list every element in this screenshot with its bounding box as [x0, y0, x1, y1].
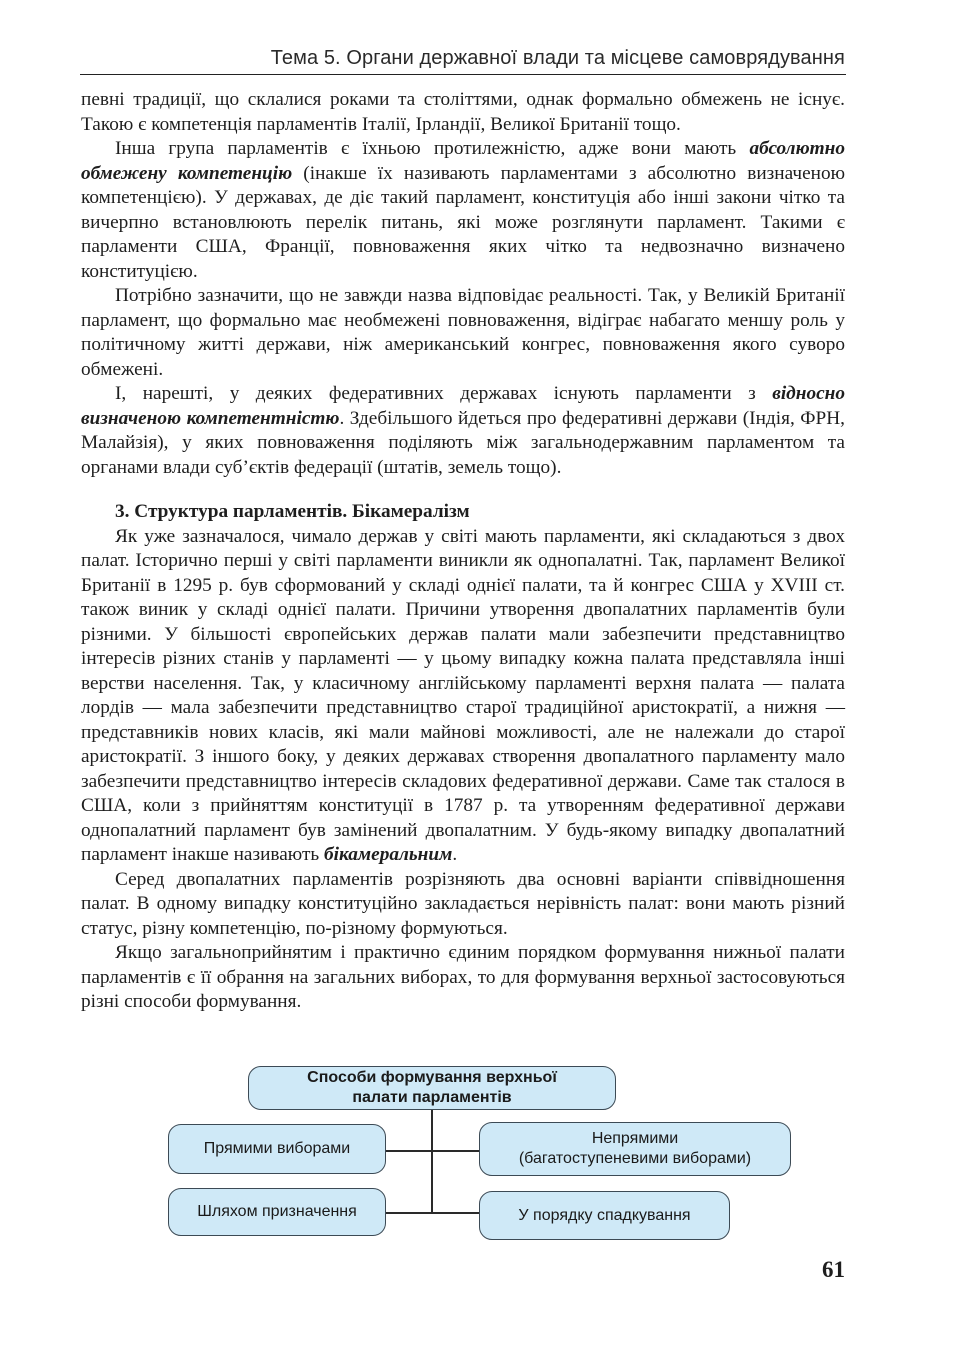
node-direct-elections: Прямими виборами — [168, 1124, 386, 1174]
body-text — [81, 88, 845, 1015]
header-rule — [80, 74, 846, 75]
paragraph-7: Якщо загальноприйнятим і практично єдиним порядком формування нижньої палати парламентів є її обрання на загальних виборах, то для формування верхньої застосовуються різні способи формування. — [81, 942, 845, 1012]
node-inheritance: У порядку спадкування — [479, 1191, 730, 1240]
paragraph-3: Потрібно зазначити, що не завжди назва відповідає реальності. Так, у Великій Британії парламент, що формально має необмежені повноваження, відіграє набагато меншу роль у політичному житті держави, ніж американський конгрес, повноваження якого суворо обмежені. — [81, 285, 845, 380]
term-relative-competence: відносно визначеною компетентністю — [81, 383, 845, 429]
paragraph-6: Серед двопалатних парламентів розрізняють два основні варіанти співвідношення палат. В одному випадку конституційно закладається нерівність палат: вони мають різний статус, різну компетенцію, по-різному формуються. — [81, 868, 845, 939]
paragraph-5: Як уже зазначалося, чимало держав у світі мають парламенти, які складаються з двох палат. Історично перші у світі парламенти виникли як однопалатні. Так, парламент Великої Британії в 1295 р. був сформований у складі однієї палати, та й конгрес США у XVIII ст. також виник у складі однієї палати. Причини утворення двопалатних парламентів були різними. У більшості європейських держав палати мали забезпечити представництво інтересів різних станів у парламенті — у цьому випадку кожна палата представляла інші верстви населення. Так, у класичному англійському парламенті верхня палата — палата лордів — мала забезпечити представництво старої традиційної аристократії, а нижня — представників нових класів, які мали майнові можливості, але не належали до старої аристократії. З іншого боку, у деяких державах створення двопалатного парламенту мало забезпечити представництво інтересів складових федеративної держави. Саме так сталося в США, коли з прийняттям конституції в 1787 р. та утворенням федеративної держави однопалатний парламент був замінений двопалатним. У будь-якому випадку двопалатний парламент інакше називають бікамеральним. — [81, 525, 845, 865]
branch-line-bottom — [385, 1212, 480, 1214]
page-number: 61 — [822, 1257, 845, 1282]
paragraph-1: певні традиції, що склалися роками та століттями, однак формально обмежень не існує. Такою є компетенція парламентів Італії, Ірландії, Великої Британії тощо. — [81, 89, 845, 135]
paragraph-4: І, нарешті, у деяких федеративних державах існують парламенти з відносно визначеною компетентністю. Здебільшого йдеться про федеративні держави (Індія, ФРН, Малайзія), у яких повноваження поділяють між загальнодержавним парламентом та органами влади суб’єктів федерації (штатів, земель тощо). — [81, 383, 845, 478]
term-absolute-competence: абсолютно обмежену компетенцію — [81, 138, 845, 184]
trunk-line — [431, 1109, 433, 1213]
running-header: Тема 5. Органи державної влади та місцеве самоврядування — [270, 47, 845, 69]
node-indirect-elections: Непрямими (багатоступеневими виборами) — [479, 1122, 791, 1176]
branch-line-top — [385, 1150, 480, 1152]
section-heading: 3. Структура парламентів. Бікамералізм — [115, 501, 470, 522]
diagram-root-node: Способи формування верхньої палати парламентів — [248, 1066, 616, 1110]
node-appointment: Шляхом призначення — [168, 1188, 386, 1236]
paragraph-2: Інша група парламентів є їхньою протилежністю, адже вони мають абсолютно обмежену компетенцію (інакше їх називають парламентами з абсолютно визначеною компетенцією). У державах, де діє такий парламент, конституція або інші закони чітко та вичерпно встановлюють перелік питань, які може розглянути парламент. Такими є парламенти США, Франції, повноваження яких чітко та недвозначно визначено конституцією. — [81, 138, 845, 282]
term-bicameral: бікамеральним — [324, 844, 453, 865]
